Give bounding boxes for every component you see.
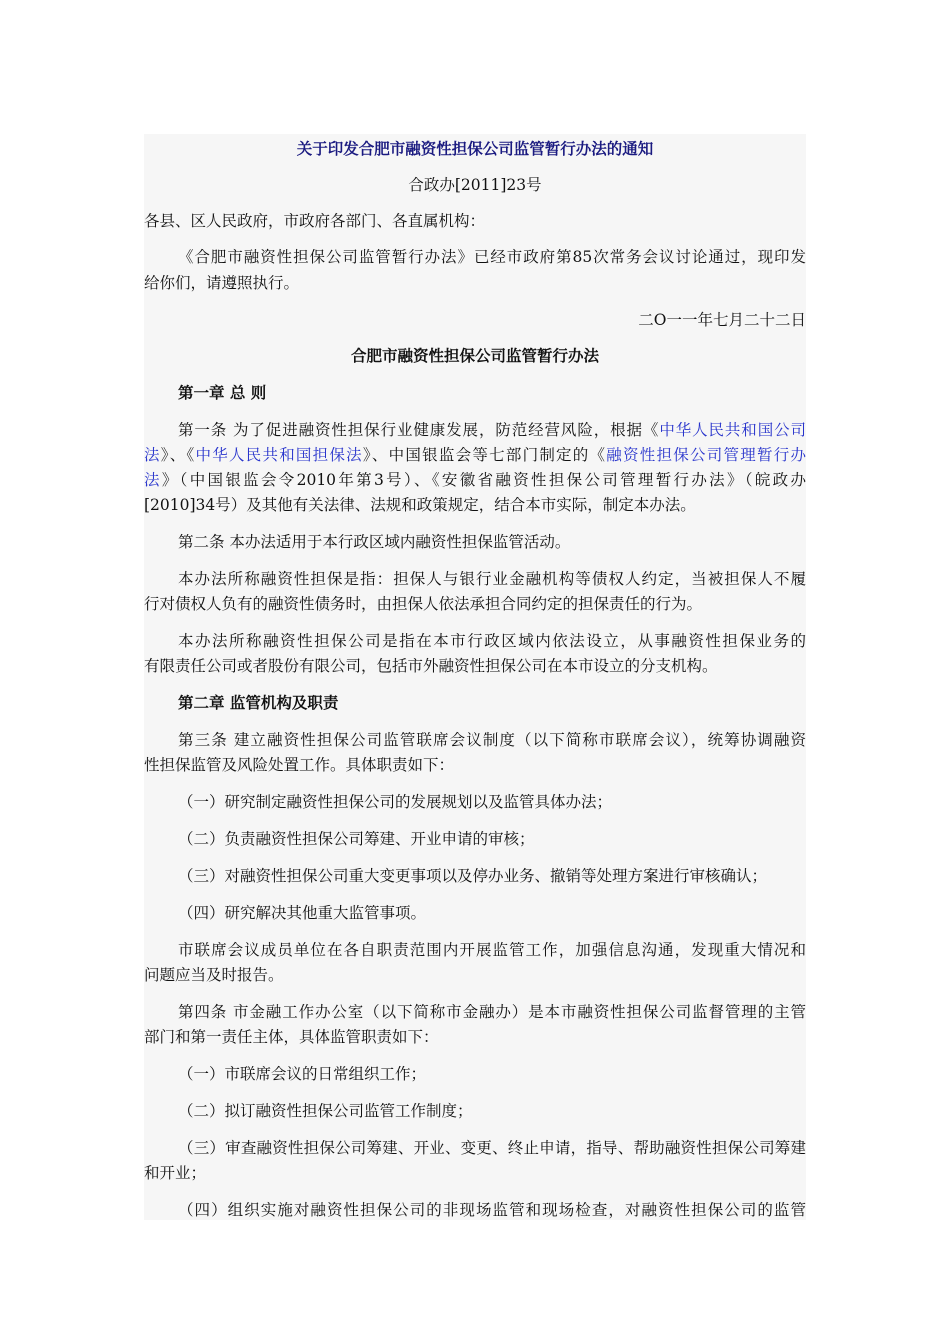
article-3-tail-line-2: 问题应当及时报告。	[144, 966, 284, 984]
article-3-line-2: 性担保监管及风险处置工作。具体职责如下：	[144, 756, 455, 774]
article-3-line-1: 第三条 建立融资性担保公司监管联席会议制度（以下简称市联席会议），统筹协调融资	[178, 731, 806, 749]
chapter-1-heading: 第一章 总 则	[178, 383, 267, 402]
document-number: 合政办[2011]23号	[408, 176, 542, 194]
article-1-line-4: [2010]34号）及其他有关法律、法规和政策规定，结合本市实际，制定本办法。	[144, 496, 696, 514]
article-4-item-1: （一）市联席会议的日常组织工作；	[178, 1065, 427, 1083]
article-3-tail-line-1: 市联席会议成员单位在各自职责范围内开展监管工作，加强信息沟通，发现重大情况和	[178, 941, 806, 959]
article-1-line-1	[144, 419, 806, 441]
article-1-line-2	[144, 444, 806, 466]
article-3-item-2: （二）负责融资性担保公司筹建、开业申请的审核；	[178, 830, 535, 848]
intro-line-1: 《合肥市融资性担保公司监管暂行办法》已经市政府第85次常务会议讨论通过，现印发	[178, 248, 806, 266]
chapter-2-heading: 第二章 监管机构及职责	[178, 693, 339, 712]
article-1-text: 》、《	[160, 446, 196, 464]
article-3-item-1: （一）研究制定融资性担保公司的发展规划以及监管具体办法；	[178, 793, 613, 811]
article-4-item-3-line-1: （三）审查融资性担保公司筹建、开业、变更、终止申请，指导、帮助融资性担保公司筹建	[178, 1139, 806, 1157]
article-1-text: 》、中国银监会等七部门制定的《	[362, 446, 607, 464]
article-3-item-4: （四）研究解决其他重大监管事项。	[178, 904, 427, 922]
definition-2-line-2: 有限责任公司或者股份有限公司，包括市外融资性担保公司在本市设立的分支机构。	[144, 657, 718, 675]
document-page	[144, 134, 806, 1220]
article-3-item-3: （三）对融资性担保公司重大变更事项以及停办业务、撤销等处理方案进行审核确认；	[178, 867, 768, 885]
intro-line-2: 给你们，请遵照执行。	[144, 274, 300, 292]
document-date: 二O一一年七月二十二日	[638, 311, 806, 329]
definition-1-line-1: 本办法所称融资性担保是指：担保人与银行业金融机构等债权人约定，当被担保人不履	[178, 570, 806, 588]
recipients: 各县、区人民政府，市政府各部门、各直属机构：	[144, 212, 486, 230]
company-law-link-end[interactable]: 法	[144, 446, 161, 464]
regulation-title: 合肥市融资性担保公司监管暂行办法	[350, 346, 599, 365]
interim-measures-link[interactable]: 融资性担保公司管理暂行办	[606, 446, 806, 464]
guarantee-law-link[interactable]: 中华人民共和国担保法	[195, 446, 363, 464]
article-4-item-4: （四）组织实施对融资性担保公司的非现场监管和现场检查，对融资性担保公司的监管	[178, 1201, 806, 1219]
article-1-text: 》（中国银监会令2010年第3号）、《安徽省融资性担保公司管理暂行办法》（皖政办	[161, 471, 806, 489]
article-4-item-2: （二）拟订融资性担保公司监管工作制度；	[178, 1102, 473, 1120]
article-4-line-1: 第四条 市金融工作办公室（以下简称市金融办）是本市融资性担保公司监督管理的主管	[178, 1003, 806, 1021]
interim-measures-link-end[interactable]: 法	[144, 471, 162, 489]
definition-2-line-1: 本办法所称融资性担保公司是指在本市行政区域内依法设立，从事融资性担保业务的	[178, 632, 806, 650]
document-title: 关于印发合肥市融资性担保公司监管暂行办法的通知	[296, 139, 654, 158]
definition-1-line-2: 行对债权人负有的融资性债务时，由担保人依法承担合同约定的担保责任的行为。	[144, 595, 703, 613]
article-4-item-3-line-2: 和开业；	[144, 1164, 207, 1182]
article-2: 第二条 本办法适用于本行政区域内融资性担保监管活动。	[178, 533, 571, 551]
company-law-link[interactable]: 中华人民共和国公司	[659, 421, 806, 439]
article-4-line-2: 部门和第一责任主体，具体监管职责如下：	[144, 1028, 439, 1046]
article-1-text: 第一条 为了促进融资性担保行业健康发展，防范经营风险，根据《	[178, 421, 660, 439]
article-1-line-3	[144, 469, 806, 491]
